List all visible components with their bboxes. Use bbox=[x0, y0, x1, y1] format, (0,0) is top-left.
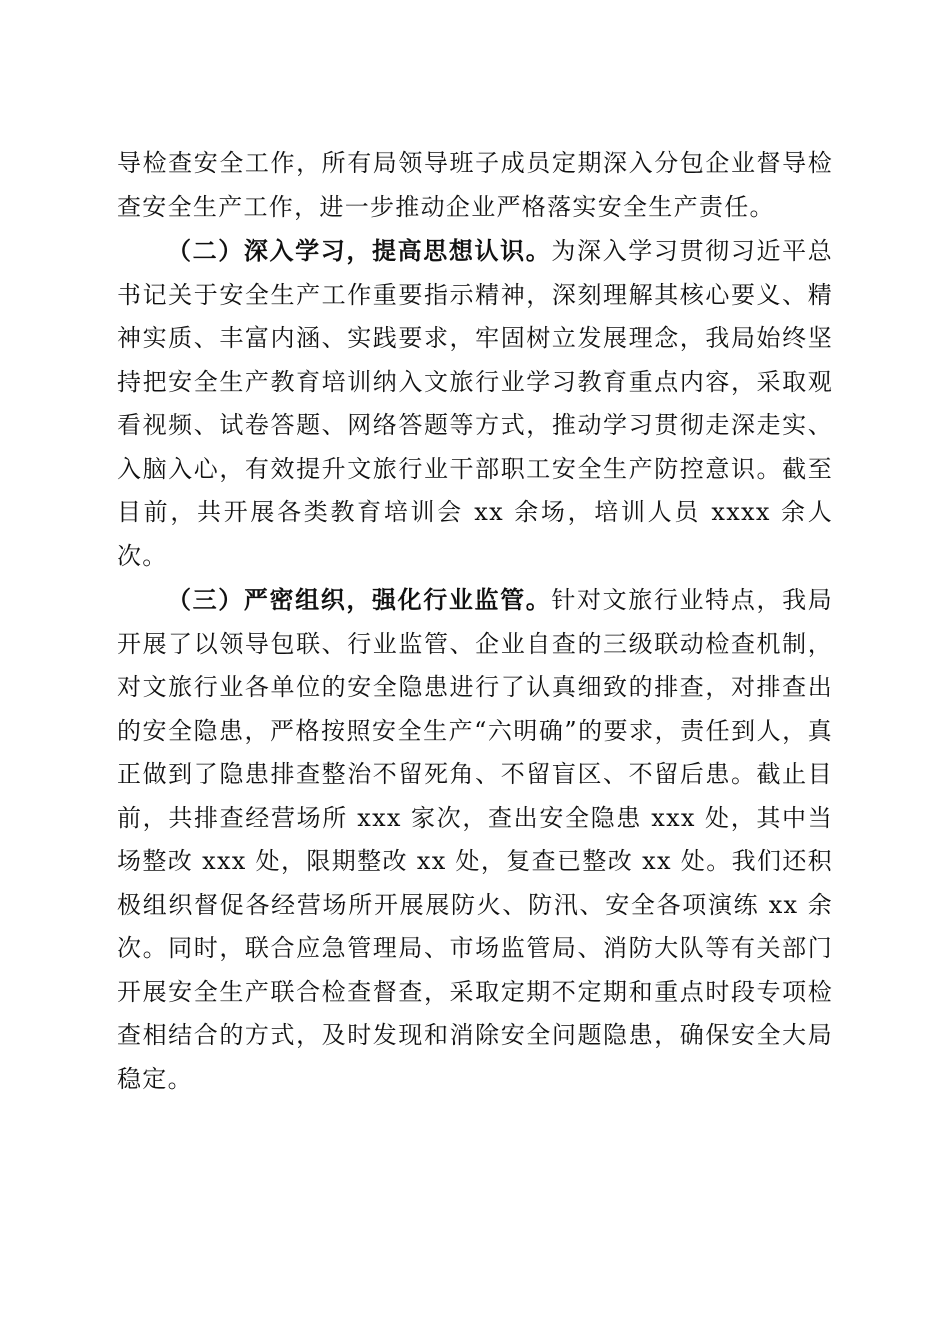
paragraph-text: 导检查安全工作，所有局领导班子成员定期深入分包企业督导检查安全生产工作，进一步推动企业严格落实安全生产责任。 bbox=[117, 149, 833, 221]
paragraph-section-2 bbox=[117, 229, 833, 578]
section-heading: （三）严密组织，强化行业监管。 bbox=[167, 585, 552, 614]
paragraph-continuation bbox=[117, 142, 833, 229]
document-body bbox=[117, 142, 833, 1101]
paragraph-text: 为深入学习贯彻习近平总书记关于安全生产工作重要指示精神，深刻理解其核心要义、精神实质、丰富内涵、实践要求，牢固树立发展理念，我局始终坚持把安全生产教育培训纳入文旅行业学习教育重点内容，采取观看视频、试卷答题、网络答题等方式，推动学习贯彻走深走实、入脑入心，有效提升文旅行业干部职工安全生产防控意识。截至目前，共开展各类教育培训会 xx 余场，培训人员 xxxx 余人次。 bbox=[117, 237, 833, 570]
paragraph-section-3 bbox=[117, 578, 833, 1101]
paragraph-text: 针对文旅行业特点，我局开展了以领导包联、行业监管、企业自查的三级联动检查机制，对文旅行业各单位的安全隐患进行了认真细致的排查，对排查出的安全隐患，严格按照安全生产“六明确”的要求，责任到人，真正做到了隐患排查整治不留死角、不留盲区、不留后患。截止目前，共排查经营场所 xxx 家次，查出安全隐患 xxx 处，其中当场整改 xxx 处，限期整改 xx 处，复查已整改 xx 处。我们还积极组织督促各经营场所开展展防火、防汛、安全各项演练 xx 余次。同时，联合应急管理局、市场监管局、消防大队等有关部门开展安全生产联合检查督查，采取定期不定期和重点时段专项检查相结合的方式，及时发现和消除安全问题隐患，确保安全大局稳定。 bbox=[117, 586, 833, 1093]
section-heading: （二）深入学习，提高思想认识。 bbox=[167, 236, 552, 265]
